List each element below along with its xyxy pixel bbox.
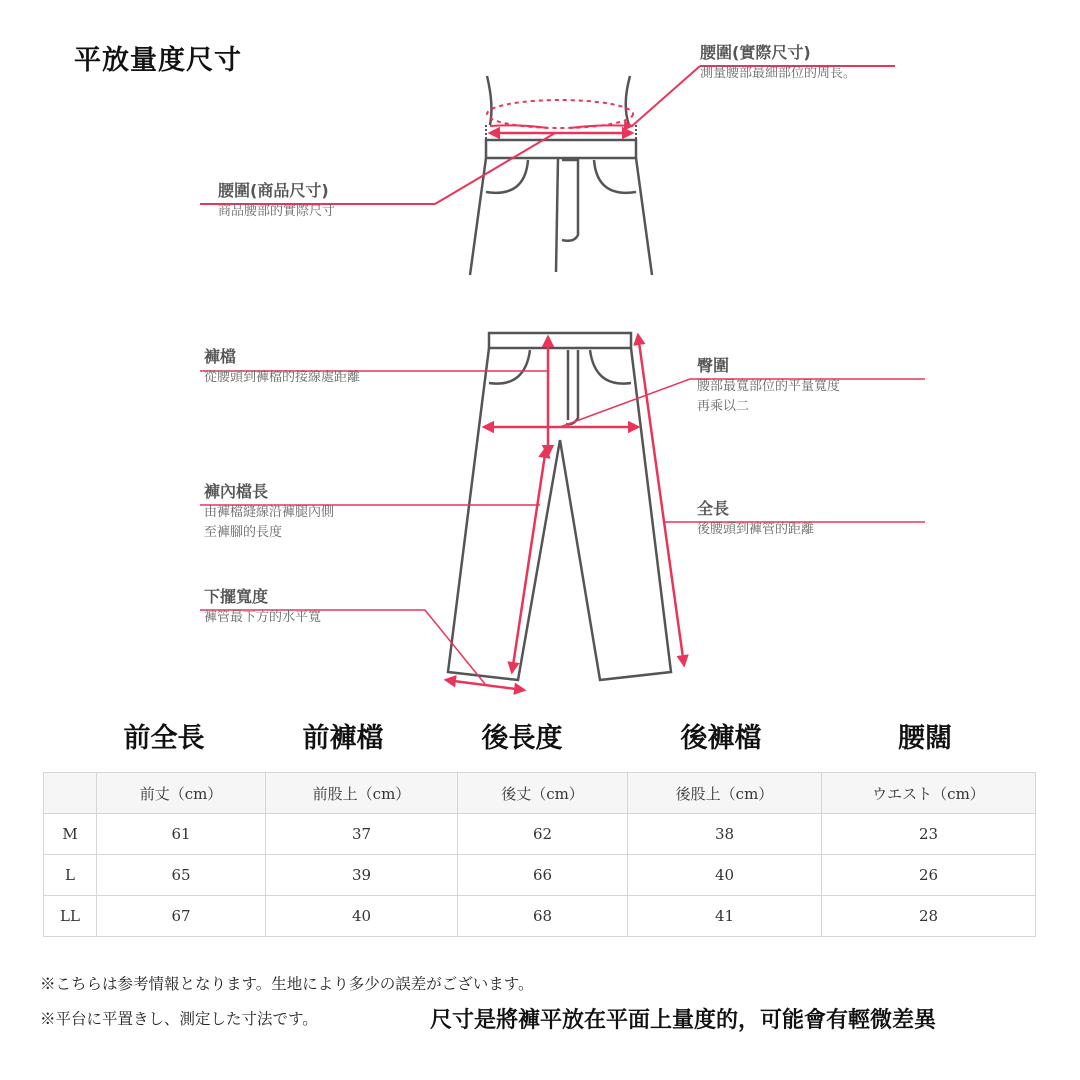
table-cell: 40 — [628, 855, 822, 896]
table-cell: 28 — [822, 896, 1036, 937]
note-line-2: ※平台に平置きし、測定した寸法です。 — [40, 1010, 318, 1028]
table-cell: 37 — [266, 814, 458, 855]
callout-hip — [697, 355, 840, 417]
table-cell: 41 — [628, 896, 822, 937]
callout-title: 腰圍(商品尺寸) — [218, 181, 329, 200]
note-line-1: ※こちらは参考情報となります。生地により多少の誤差がございます。 — [40, 975, 534, 993]
callout-desc: 至褲腳的長度 — [204, 525, 283, 540]
callout-inseam — [204, 481, 334, 543]
table-cell: 26 — [822, 855, 1036, 896]
table-cell: 62 — [458, 814, 628, 855]
callout-hem — [204, 586, 321, 628]
table-header-row — [44, 773, 1036, 814]
callout-desc: 腰部最寬部位的平量寬度 — [697, 379, 841, 394]
header-front-length: 前全長 — [123, 723, 205, 754]
top-pants-figure — [470, 76, 652, 275]
table-cell: 23 — [822, 814, 1036, 855]
callout-desc: 後腰頭到褲管的距離 — [697, 522, 815, 537]
size-label: LL — [44, 896, 97, 937]
header-waist: 腰闊 — [898, 723, 952, 754]
table-cell: 66 — [458, 855, 628, 896]
callout-title: 臀圍 — [697, 356, 730, 375]
table-row — [44, 814, 1036, 855]
table-cell: 39 — [266, 855, 458, 896]
callout-desc: 測量腰部最細部位的周長。 — [700, 66, 857, 81]
callout-title: 腰圍(實際尺寸) — [700, 43, 811, 62]
header-back-length: 後長度 — [481, 723, 563, 754]
table-cell: 67 — [97, 896, 266, 937]
header-front-rise: 前褲檔 — [302, 723, 384, 754]
table-header-cell: 後股上（cm） — [628, 773, 822, 814]
full-pants-figure — [448, 333, 671, 680]
table-cell: 65 — [97, 855, 266, 896]
callout-desc: 由褲檔縫線沿褲腿內側 — [204, 505, 335, 520]
callout-total-length — [697, 498, 814, 540]
table-row — [44, 855, 1036, 896]
callout-desc: 褲管最下方的水平寬 — [204, 610, 322, 625]
callout-title: 全長 — [697, 499, 730, 518]
table-cell: 61 — [97, 814, 266, 855]
table-header-cell — [44, 773, 97, 814]
callout-title: 下擺寬度 — [204, 587, 269, 606]
size-table — [43, 772, 1036, 937]
header-back-rise: 後褲檔 — [680, 723, 762, 754]
callout-desc: 商品腰部的實際尺寸 — [218, 204, 336, 219]
table-header-cell: 後丈（cm） — [458, 773, 628, 814]
note-line-2-bold: 尺寸是將褲平放在平面上量度的，可能會有輕微差異 — [430, 1008, 937, 1033]
page-title: 平放量度尺寸 — [74, 45, 242, 76]
callout-waist-item — [218, 180, 335, 222]
table-cell: 40 — [266, 896, 458, 937]
table-cell: 38 — [628, 814, 822, 855]
table-header-cell: ウエスト（cm） — [822, 773, 1036, 814]
size-label: L — [44, 855, 97, 896]
callout-title: 褲內檔長 — [204, 482, 269, 501]
callout-desc: 再乘以二 — [697, 399, 750, 414]
table-cell: 68 — [458, 896, 628, 937]
callout-desc: 從腰頭到褲檔的接線處距離 — [204, 370, 361, 385]
size-label: M — [44, 814, 97, 855]
callout-waist-actual — [700, 42, 856, 84]
table-header-cell: 前股上（cm） — [266, 773, 458, 814]
table-header-cell: 前丈（cm） — [97, 773, 266, 814]
callout-title: 褲檔 — [204, 347, 237, 366]
table-row — [44, 896, 1036, 937]
callout-rise — [204, 346, 360, 388]
